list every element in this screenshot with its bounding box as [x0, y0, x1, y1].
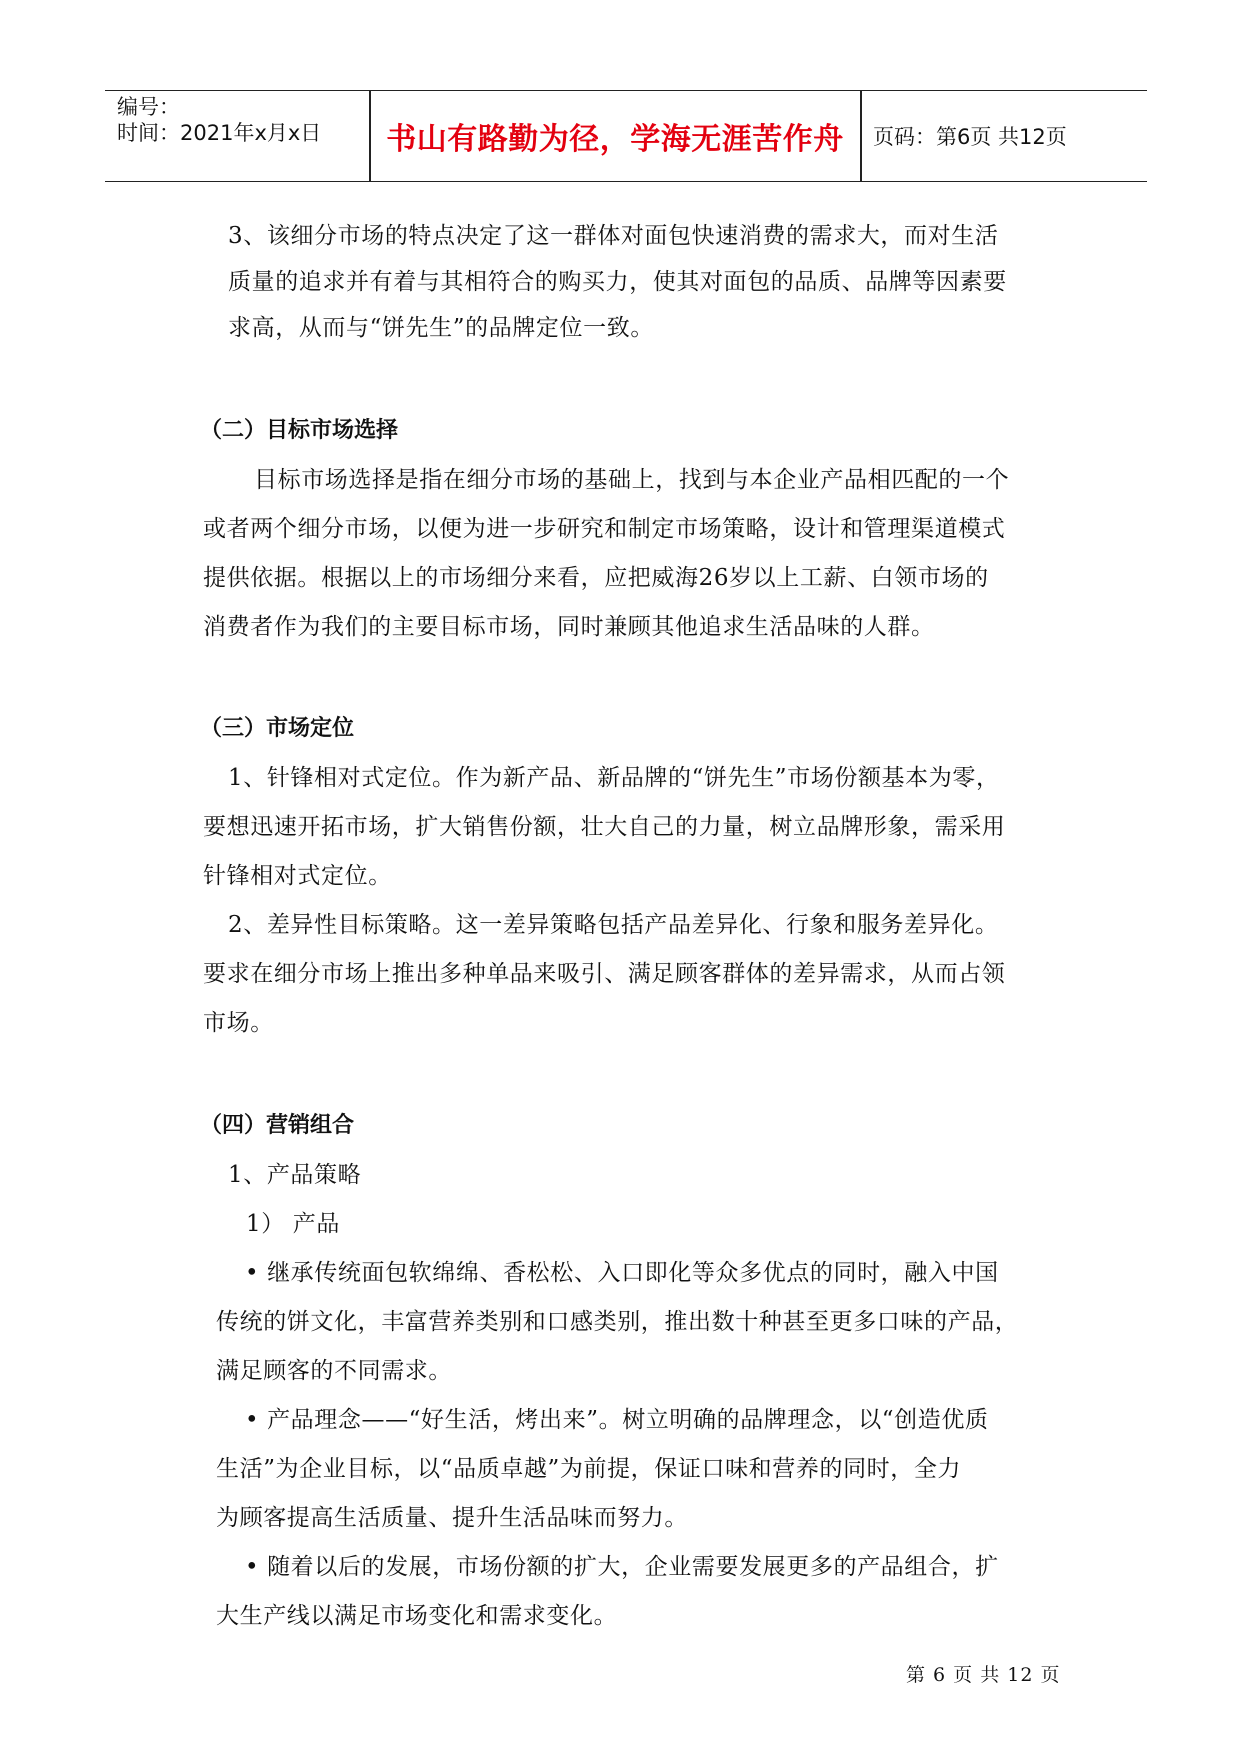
paragraph-line: 质量的追求并有着与其相符合的购买力，使其对面包的品质、品牌等因素要	[228, 269, 1007, 295]
bullet-line: 生活”为企业目标，以“品质卓越”为前提，保证口味和营养的同时，全力	[216, 1456, 962, 1482]
bullet-line: 满足顾客的不同需求。	[216, 1358, 452, 1384]
section-heading: （四）营销组合	[200, 1113, 355, 1138]
paragraph-line: 或者两个细分市场，以便为进一步研究和制定市场策略，设计和管理渠道模式	[203, 516, 1006, 542]
paragraph-line: 要求在细分市场上推出多种单品来吸引、满足顾客群体的差异需求，从而占领	[203, 961, 1006, 987]
paragraph-line: 市场。	[203, 1010, 274, 1036]
paragraph-line: 消费者作为我们的主要目标市场，同时兼顾其他追求生活品味的人群。	[203, 614, 935, 640]
subheading: 1） 产品	[246, 1211, 340, 1237]
document-number-label: 编号：	[117, 95, 180, 119]
paragraph-line: 要想迅速开拓市场，扩大销售份额，壮大自己的力量，树立品牌形象，需采用	[203, 814, 1006, 840]
header-motto: 书山有路勤为径，学海无涯苦作舟	[386, 122, 844, 157]
bullet-line: 为顾客提高生活质量、提升生活品味而努力。	[216, 1505, 688, 1531]
subheading: 1、产品策略	[228, 1162, 362, 1188]
paragraph-line: 目标市场选择是指在细分市场的基础上，找到与本企业产品相匹配的一个	[254, 467, 1010, 493]
header-divider-right	[860, 91, 862, 181]
page-header	[105, 90, 1147, 182]
section-heading: （二）目标市场选择	[200, 418, 399, 443]
header-page-info: 页码：第6页 共12页	[873, 125, 1067, 149]
bullet-line: • 随着以后的发展，市场份额的扩大，企业需要发展更多的产品组合，扩	[245, 1554, 999, 1580]
document-time-label: 时间：2021年x月x日	[117, 121, 322, 145]
section-heading: （三）市场定位	[200, 716, 355, 741]
page-footer: 第 6 页 共 12 页	[906, 1664, 1061, 1686]
paragraph-line: 提供依据。根据以上的市场细分来看，应把威海26岁以上工薪、白领市场的	[203, 565, 989, 591]
bullet-line: • 产品理念——“好生活，烤出来”。树立明确的品牌理念，以“创造优质	[245, 1407, 989, 1433]
bullet-line: 大生产线以满足市场变化和需求变化。	[216, 1603, 618, 1629]
paragraph-line: 求高，从而与“饼先生”的品牌定位一致。	[228, 315, 654, 341]
paragraph-line: 2、差异性目标策略。这一差异策略包括产品差异化、行象和服务差异化。	[228, 912, 999, 938]
paragraph-line: 1、针锋相对式定位。作为新产品、新品牌的“饼先生”市场份额基本为零，	[228, 765, 1000, 791]
paragraph-line: 针锋相对式定位。	[203, 863, 392, 889]
paragraph-line: 3、该细分市场的特点决定了这一群体对面包快速消费的需求大，而对生活	[228, 223, 999, 249]
bullet-line: 传统的饼文化，丰富营养类别和口感类别，推出数十种甚至更多口味的产品，	[216, 1309, 1019, 1335]
bullet-line: • 继承传统面包软绵绵、香松松、入口即化等众多优点的同时，融入中国	[245, 1260, 999, 1286]
